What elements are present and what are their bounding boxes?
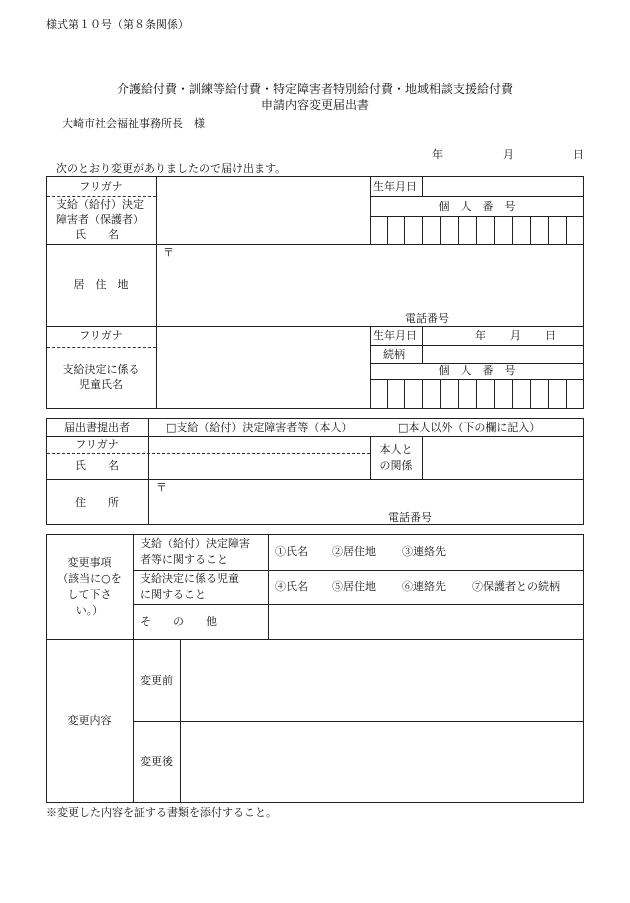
row3-label: そ の 他 — [140, 615, 217, 628]
child-name-line2: 児童氏名 — [79, 378, 123, 391]
name-label-line2: 障害者（保護者） — [56, 213, 144, 226]
title-line-2: 申請内容変更届出書 — [260, 98, 369, 112]
row2-option-4[interactable]: ⑦保護者との続柄 — [472, 580, 560, 593]
date-year: 年 — [432, 148, 443, 161]
after-label: 変更後 — [140, 755, 173, 768]
row1-option-3[interactable]: ③連絡先 — [402, 545, 446, 558]
row1-label-line1: 支給（給付）決定障害 — [140, 537, 250, 550]
form-number: 様式第１０号（第８条関係） — [46, 18, 189, 31]
change-items-line2: （該当に○を — [57, 572, 122, 585]
option-self[interactable]: □支給（給付）決定障害者等（本人） — [166, 421, 353, 434]
row2-option-1[interactable]: ④氏名 — [275, 580, 308, 593]
phone-label: 電話番号 — [405, 312, 449, 325]
date-month: 月 — [503, 148, 514, 161]
child-date-month: 月 — [510, 329, 521, 342]
submitter-postal-mark: 〒 — [156, 481, 167, 494]
child-date-year: 年 — [475, 329, 486, 342]
personal-number-label: 個 人 番 号 — [438, 200, 516, 213]
submitter-name-label: 氏 名 — [75, 459, 119, 472]
submitter-furigana-label: フリガナ — [75, 438, 119, 451]
intro-text: 次のとおり変更がありましたので届け出ます。 — [56, 162, 287, 175]
child-furigana-label: フリガナ — [79, 329, 123, 342]
name-label-line1: 支給（給付）決定 — [56, 198, 144, 211]
row1-option-2[interactable]: ②居住地 — [332, 545, 376, 558]
row1-option-1[interactable]: ①氏名 — [275, 545, 308, 558]
change-items-line4: い。） — [75, 604, 104, 617]
relationship-label: 続柄 — [383, 348, 405, 361]
relation-line1: 本人と — [379, 443, 413, 456]
submitter-phone-label: 電話番号 — [388, 511, 432, 524]
child-date-day: 日 — [545, 329, 556, 342]
submitter-label: 届出書提出者 — [64, 421, 130, 434]
furigana-label: フリガナ — [79, 180, 123, 193]
change-items-line3: して下さ — [67, 588, 112, 601]
row1-label-line2: 者等に関すること — [140, 553, 228, 566]
child-name-line1: 支給決定に係る — [62, 363, 140, 376]
row2-label-line1: 支給決定に係る児童 — [140, 572, 239, 585]
change-items-line1: 変更事項 — [67, 556, 112, 569]
row2-option-2[interactable]: ⑤居住地 — [332, 580, 376, 593]
submitter-address-label: 住 所 — [75, 496, 119, 509]
child-birthdate-label: 生年月日 — [373, 329, 417, 342]
addressee: 大崎市社会福祉事務所長 様 — [62, 117, 205, 130]
before-label: 変更前 — [140, 674, 173, 687]
name-label-line3: 氏 名 — [75, 228, 119, 241]
birthdate-label: 生年月日 — [373, 180, 417, 193]
change-content-label: 変更内容 — [67, 714, 112, 727]
row2-option-3[interactable]: ⑥連絡先 — [402, 580, 446, 593]
title-line-1: 介護給付費・訓練等給付費・特定障害者特別給付費・地域相談支援給付費 — [116, 82, 513, 96]
child-personal-number-label: 個 人 番 号 — [438, 364, 516, 377]
option-other[interactable]: □本人以外（下の欄に記入） — [398, 421, 541, 434]
relation-line2: の関係 — [379, 459, 413, 472]
footnote: ※変更した内容を証する書類を添付すること。 — [46, 806, 277, 819]
address-label: 居 住 地 — [73, 278, 129, 291]
postal-mark: 〒 — [163, 246, 174, 259]
row2-label-line2: に関すること — [140, 588, 206, 601]
date-day: 日 — [573, 148, 584, 161]
